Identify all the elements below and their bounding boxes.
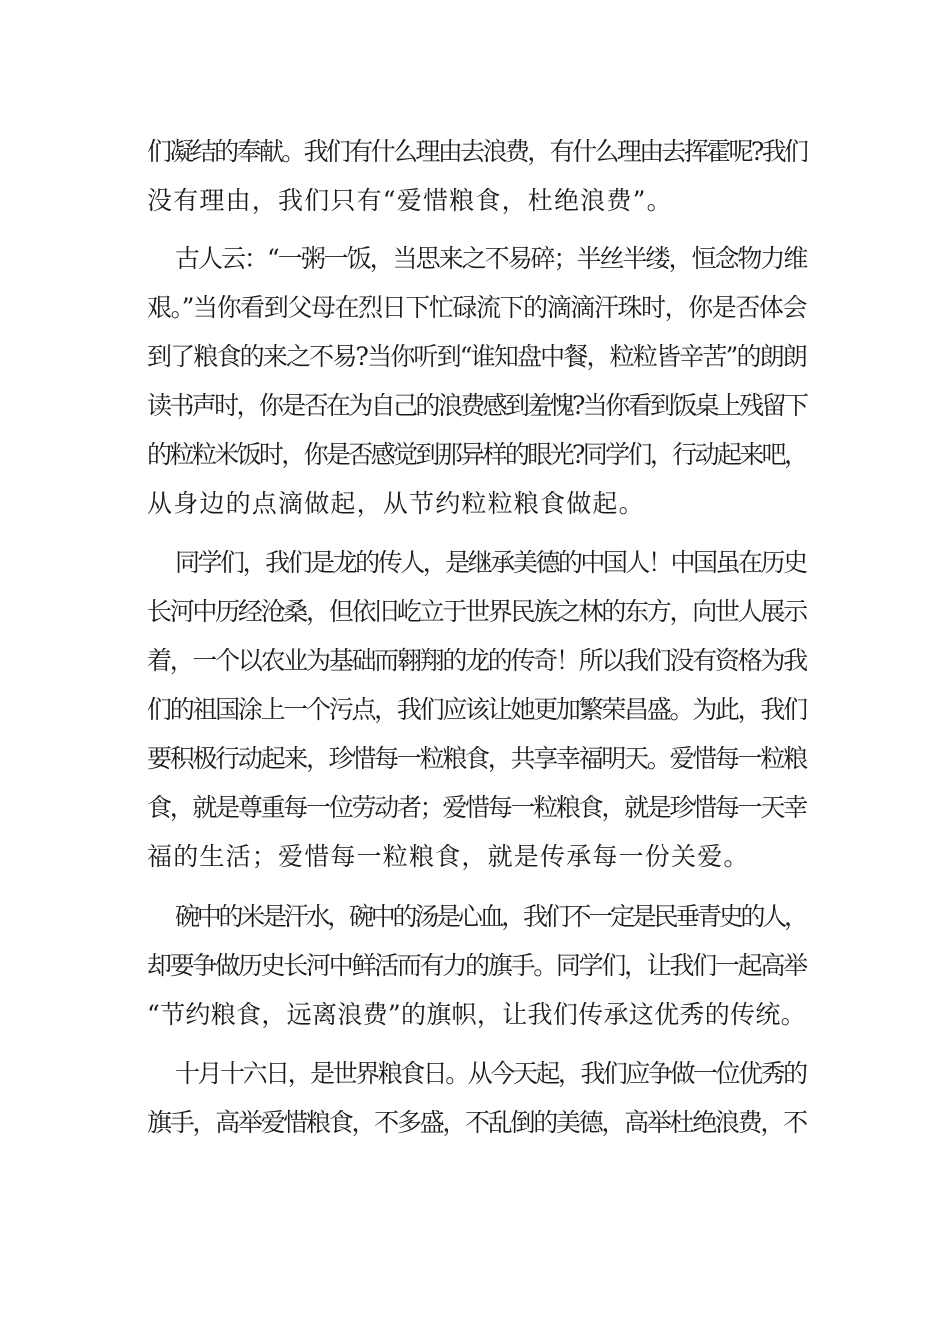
text-line: 从身边的点滴做起，从节约粒粒粮食做起。 <box>147 489 645 518</box>
text-line: 食，就是尊重每一位劳动者；爱惜每一粒粮食，就是珍惜每一天幸 <box>147 793 806 822</box>
text-line: 要积极行动起来，珍惜每一粒粮食，共享幸福明天。爱惜每一粒粮 <box>147 744 806 773</box>
text-line: 们凝结的奉献。我们有什么理由去浪费，有什么理由去挥霍呢?我们 <box>147 137 807 166</box>
text-line: 碗中的米是汗水，碗中的汤是心血，我们不一定是民垂青史的人， <box>175 902 806 931</box>
text-line: 没有理由，我们只有“爱惜粮食，杜绝浪费”。 <box>147 186 673 215</box>
text-line: 着，一个以农业为基础而翱翔的龙的传奇！所以我们没有资格为我 <box>147 646 806 675</box>
text-line: 却要争做历史长河中鲜活而有力的旗手。同学们，让我们一起高举 <box>147 951 806 980</box>
text-line: 艰。”当你看到父母在烈日下忙碌流下的滴滴汗珠时，你是否体会 <box>147 293 807 322</box>
text-line: “节约粮食，远离浪费”的旗帜，让我们传承这优秀的传统。 <box>147 1000 806 1029</box>
text-line: 旗手，高举爱惜粮食，不多盛，不乱倒的美德，高举杜绝浪费，不 <box>147 1108 806 1137</box>
text-line: 到了粮食的来之不易?当你听到“谁知盘中餐，粒粒皆辛苦”的朗朗 <box>147 342 806 371</box>
text-line: 十月十六日，是世界粮食日。从今天起，我们应争做一位优秀的 <box>175 1059 806 1088</box>
text-line: 读书声时，你是否在为自己的浪费感到羞愧?当你看到饭桌上残留下 <box>147 391 807 420</box>
text-line: 同学们，我们是龙的传人，是继承美德的中国人！中国虽在历史 <box>175 548 806 577</box>
text-line: 古人云：“一粥一饭，当思来之不易碎；半丝半缕，恒念物力维 <box>175 244 807 273</box>
text-line: 福的生活；爱惜每一粒粮食，就是传承每一份关爱。 <box>147 842 750 871</box>
text-line: 的粒粒米饭时，你是否感觉到那异样的眼光?同学们，行动起来吧， <box>147 440 807 469</box>
text-line: 长河中历经沧桑，但依旧屹立于世界民族之林的东方，向世人展示 <box>147 597 806 626</box>
text-line: 们的祖国涂上一个污点，我们应该让她更加繁荣昌盛。为此，我们 <box>147 695 806 724</box>
